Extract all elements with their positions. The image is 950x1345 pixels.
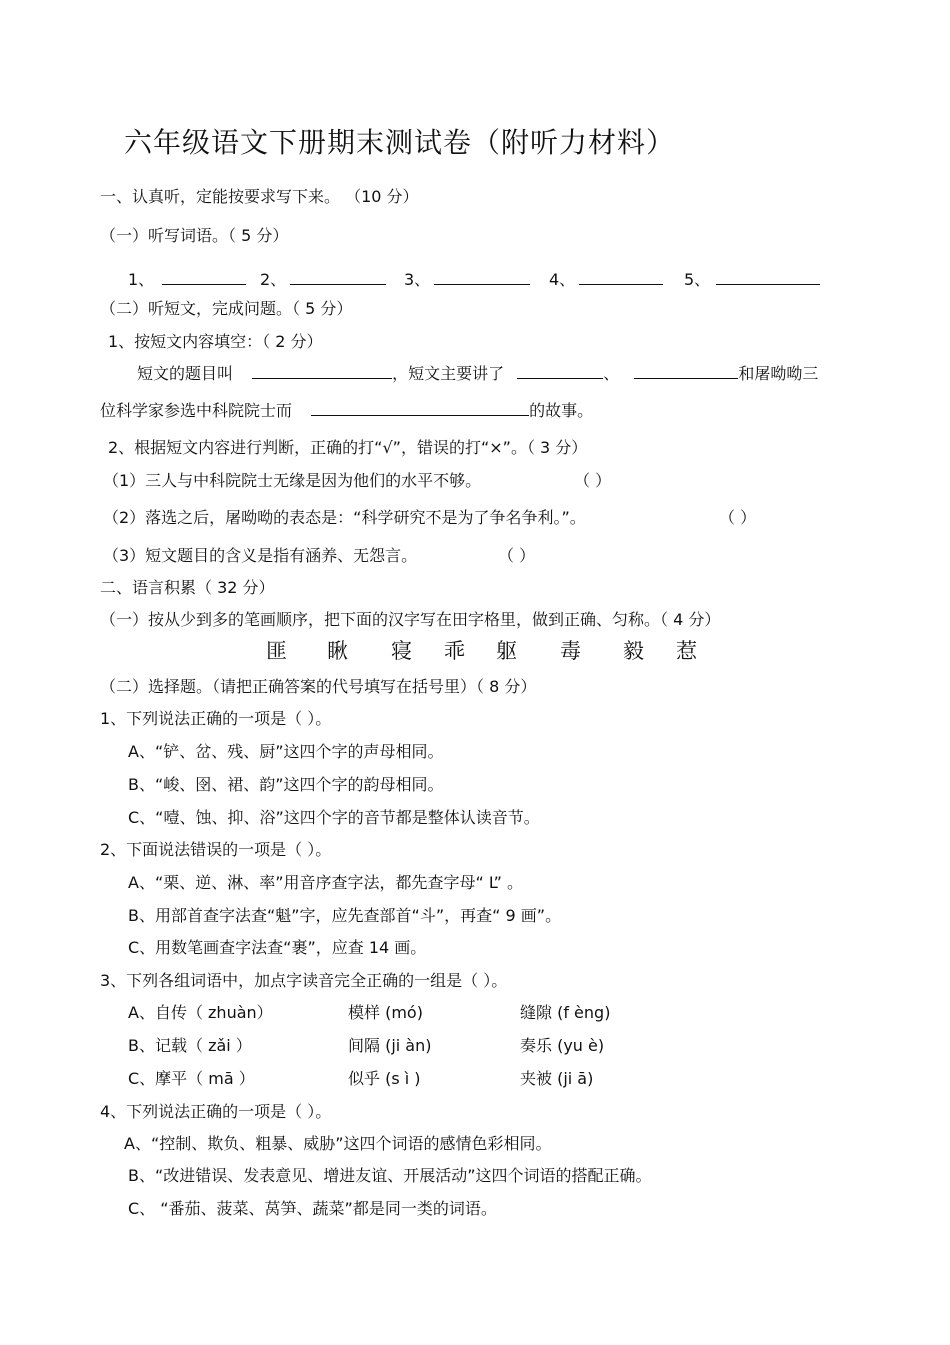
choice-q1-option-a[interactable]: A、“铲、岔、残、厨”这四个字的声母相同。 [128,742,444,761]
scientist-blank-2[interactable] [634,362,738,379]
character: 匪 [266,639,287,663]
blank-number: 2、 [260,270,287,289]
fill-line-2 [100,399,593,422]
dictation-blank-3[interactable] [404,268,530,291]
choice-q2-option-b[interactable]: B、用部首查字法查“魁”字，应先查部首“斗”，再查“ 9 画”。 [128,906,562,925]
question-2-heading: 2、根据短文内容进行判断，正确的打“√”，错误的打“×”。（ 3 分） [108,438,588,457]
section-2-heading: 二、语言积累（ 32 分） [100,578,275,597]
pinyin-item: 间隔 (ji àn) [348,1036,432,1055]
blank-number: 3、 [404,270,431,289]
question-1-heading: 1、按短文内容填空：（ 2 分） [108,332,323,351]
character: 惹 [676,639,697,663]
pinyin-item: 夹被 (ji ā) [520,1069,594,1088]
answer-paren[interactable]: （ ） [574,471,612,490]
judgement-1: （1）三人与中科院院士无缘是因为他们的水平不够。 [103,471,482,490]
character: 躯 [496,639,517,663]
pinyin-item: 似乎 (s ì ) [348,1069,421,1088]
choice-q2-option-a[interactable]: A、“栗、逆、淋、率”用音序查字法，都先查字母“ L” 。 [128,873,523,892]
choice-q4-stem: 4、下列说法正确的一项是（ ）。 [100,1102,332,1121]
choice-q1-stem: 1、下列说法正确的一项是（ ）。 [100,709,332,728]
fill-line-1 [137,362,818,385]
stroke-order-heading: （一）按从少到多的笔画顺序，把下面的汉字写在田字格里，做到正确、匀称。（ 4 分） [100,610,721,629]
choice-heading: （二）选择题。（请把正确答案的代号填写在括号里）（ 8 分） [100,677,537,696]
judgement-2: （2）落选之后，屠呦呦的表态是：“科学研究不是为了争名争利。”。 [103,508,586,527]
choice-q4-option-b[interactable]: B、“改进错误、发表意见、增进友谊、开展活动”这四个词语的搭配正确。 [128,1166,652,1185]
character: 寝 [391,639,412,663]
choice-q2-stem: 2、下面说法错误的一项是（ ）。 [100,840,332,859]
fill-text: ，短文主要讲了 [392,364,505,383]
blank-number: 5、 [684,270,711,289]
part-2-heading: （二）听短文，完成问题。（ 5 分） [100,299,353,318]
fill-text: 短文的题目叫 [137,364,234,383]
scientist-blank-1[interactable] [517,362,603,379]
fill-text: 位科学家参选中科院院士而 [100,401,293,420]
dictation-blank-2[interactable] [260,268,386,291]
page-title: 六年级语文下册期末测试卷（附听力材料） [124,126,676,159]
fill-text: 、 [603,364,620,383]
pinyin-item: 模样 (mó) [348,1003,423,1022]
pinyin-item: 缝隙 (f èng) [520,1003,611,1022]
pinyin-item: B、记载（ zǎi ） [128,1036,252,1055]
character: 毒 [560,639,581,663]
character: 瞅 [327,639,348,663]
blank-number: 4、 [549,270,576,289]
dictation-blank-1[interactable] [128,268,246,291]
pinyin-item: 奏乐 (yu è) [520,1036,605,1055]
choice-q4-option-c[interactable]: C、 “番茄、菠菜、莴笋、蔬菜”都是同一类的词语。 [128,1199,497,1218]
choice-q1-option-c[interactable]: C、“噎、蚀、抑、浴”这四个字的音节都是整体认读音节。 [128,808,540,827]
answer-paren[interactable]: （ ） [498,546,536,565]
dictation-blank-5[interactable] [684,268,820,291]
choice-q3-stem: 3、下列各组词语中，加点字读音完全正确的一组是（ ）。 [100,971,508,990]
dictation-blank-4[interactable] [549,268,663,291]
fill-text: 的故事。 [529,401,594,420]
fill-text: 和屠呦呦三 [738,364,819,383]
section-1-heading: 一、认真听，定能按要求写下来。 （10 分） [100,187,419,206]
character: 毅 [623,639,644,663]
pinyin-item: A、自传（ zhuàn） [128,1003,273,1022]
pinyin-item: C、摩平（ mā ） [128,1069,255,1088]
choice-q1-option-b[interactable]: B、“峻、囹、裙、韵”这四个字的韵母相同。 [128,775,444,794]
answer-paren[interactable]: （ ） [719,508,757,527]
judgement-3: （3）短文题目的含义是指有涵养、无怨言。 [103,546,418,565]
result-blank[interactable] [311,399,529,416]
choice-q4-option-a[interactable]: A、“控制、欺负、粗暴、威胁”这四个词语的感情色彩相同。 [124,1134,552,1153]
choice-q2-option-c[interactable]: C、用数笔画查字法查“裹”，应查 14 画。 [128,938,427,957]
character: 乖 [444,639,465,663]
title-blank[interactable] [252,362,392,379]
part-1-heading: （一）听写词语。（ 5 分） [100,226,289,245]
blank-number: 1、 [128,270,155,289]
